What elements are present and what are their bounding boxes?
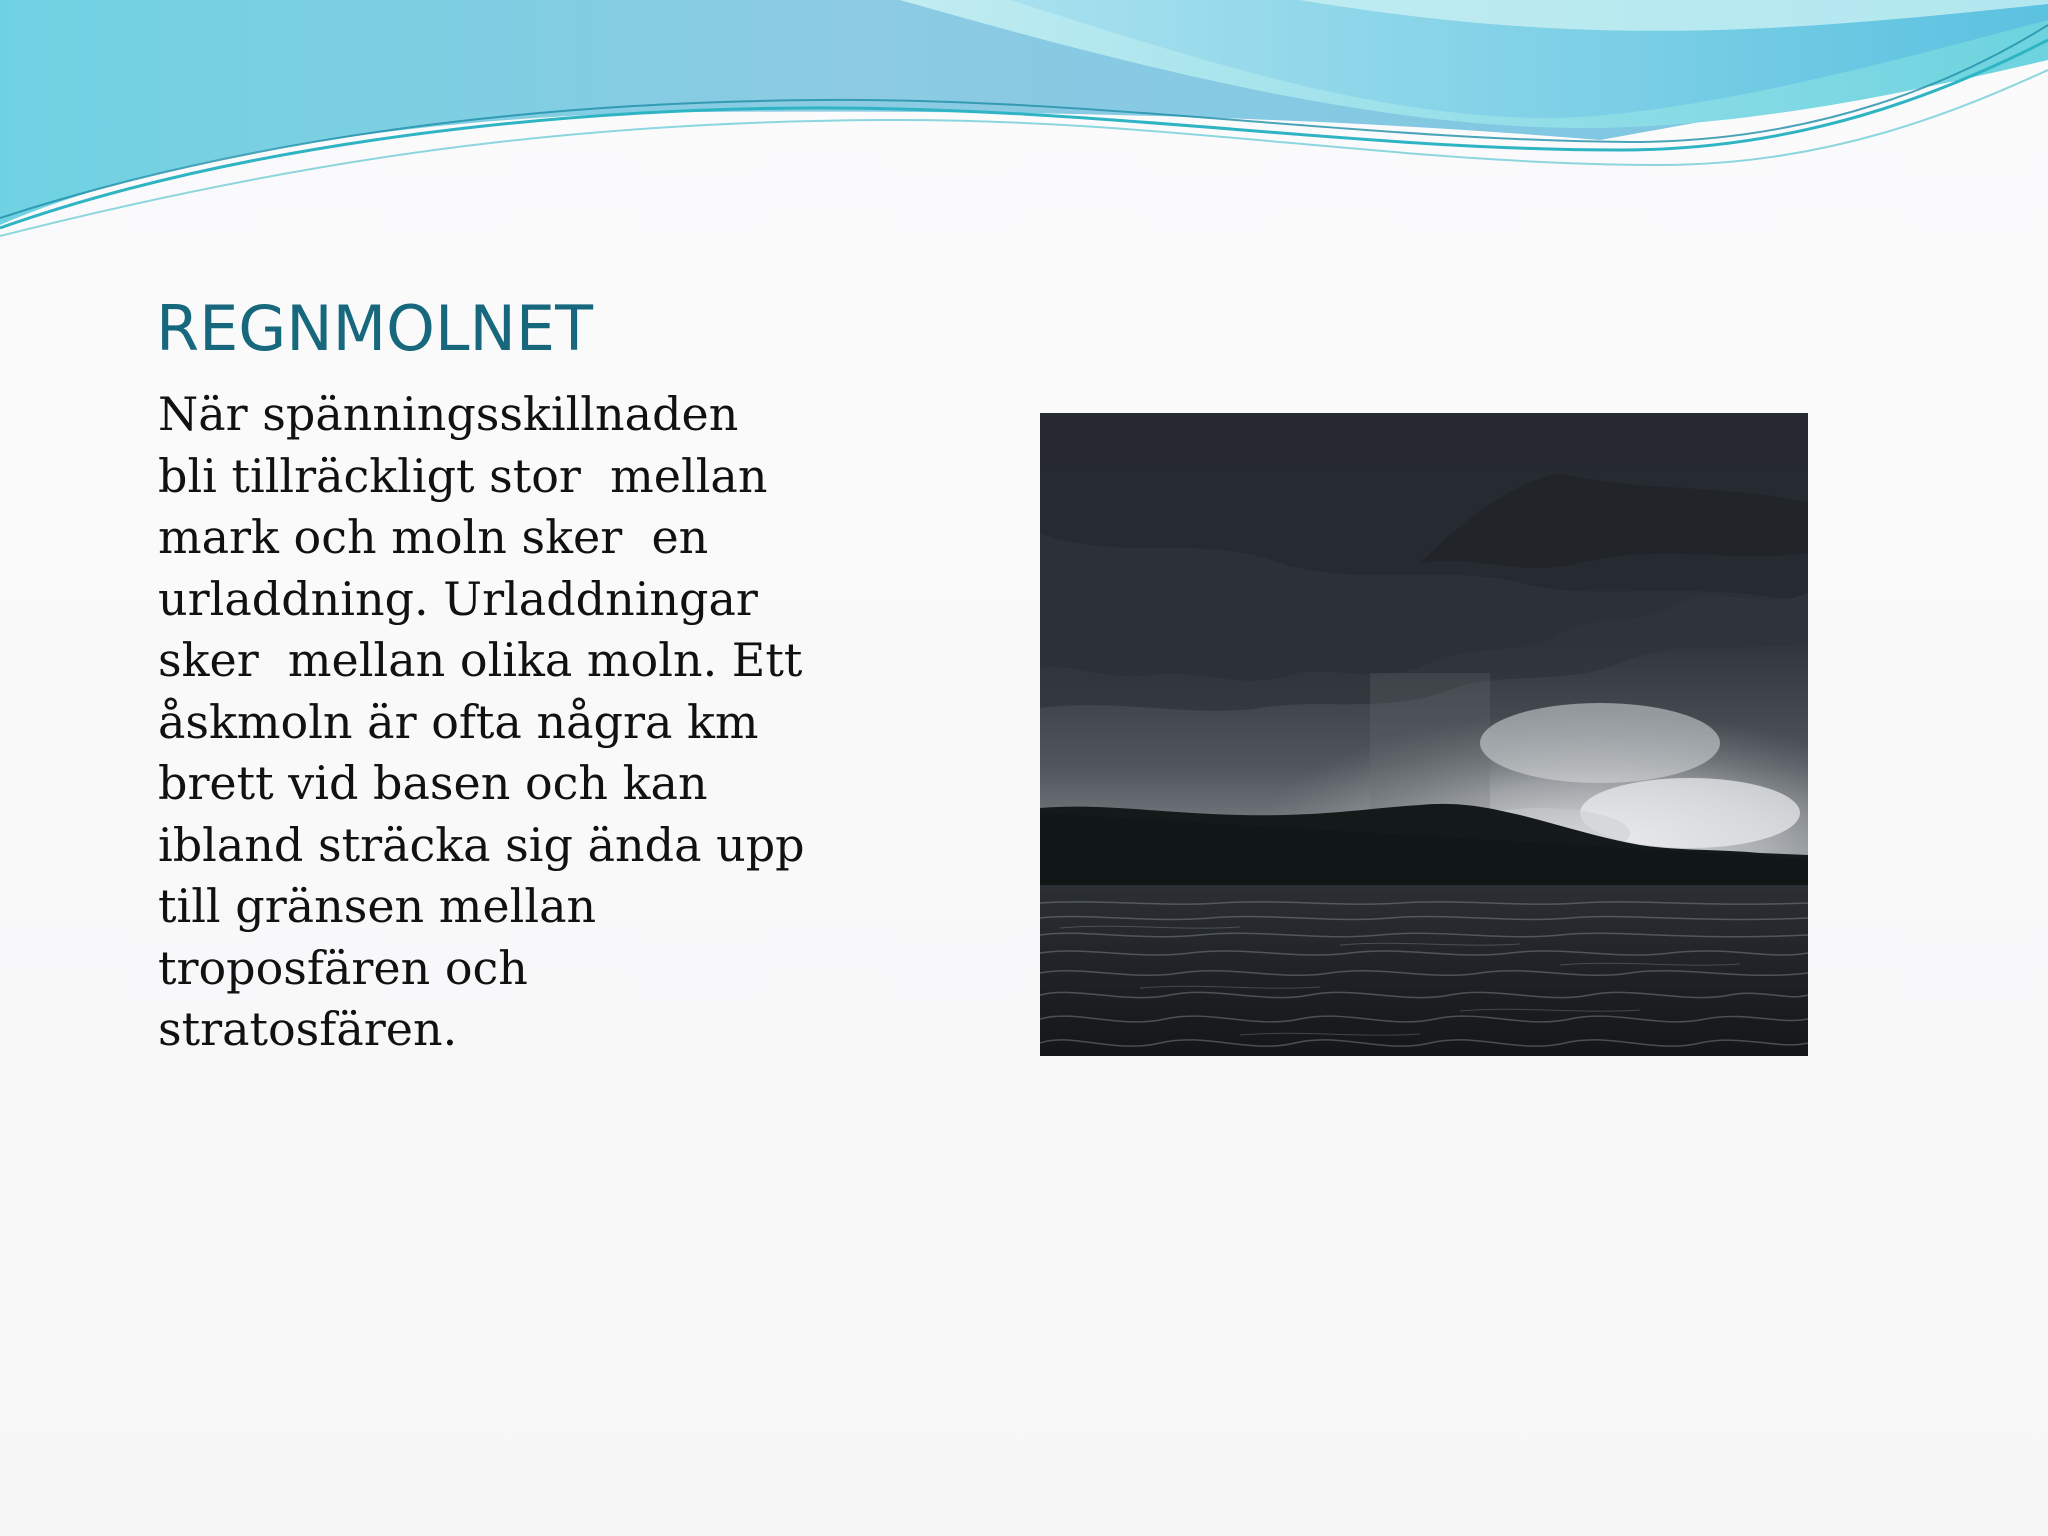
body-line: ibland sträcka sig ända upp xyxy=(158,817,805,872)
body-line: mark och moln sker en xyxy=(158,510,709,564)
body-text xyxy=(158,384,805,1061)
body-line: stratosfären. xyxy=(158,1002,458,1056)
storm-clouds-image xyxy=(1040,413,1808,1056)
body-line: åskmoln är ofta några km xyxy=(158,694,759,749)
body-line: sker mellan olika moln. Ett xyxy=(158,633,803,687)
body-line: bli tillräckligt stor mellan xyxy=(158,448,768,503)
body-line: urladdning. Urladdningar xyxy=(158,571,758,626)
body-line: brett vid basen och kan xyxy=(158,756,708,810)
body-line: När spänningsskillnaden xyxy=(158,387,739,441)
slide-title: REGNMOLNET xyxy=(156,292,593,365)
body-line: till gränsen mellan xyxy=(158,879,597,933)
decorative-wave-header xyxy=(0,0,2048,240)
storm-photo xyxy=(1040,413,1808,1056)
body-line: troposfären och xyxy=(158,940,528,995)
